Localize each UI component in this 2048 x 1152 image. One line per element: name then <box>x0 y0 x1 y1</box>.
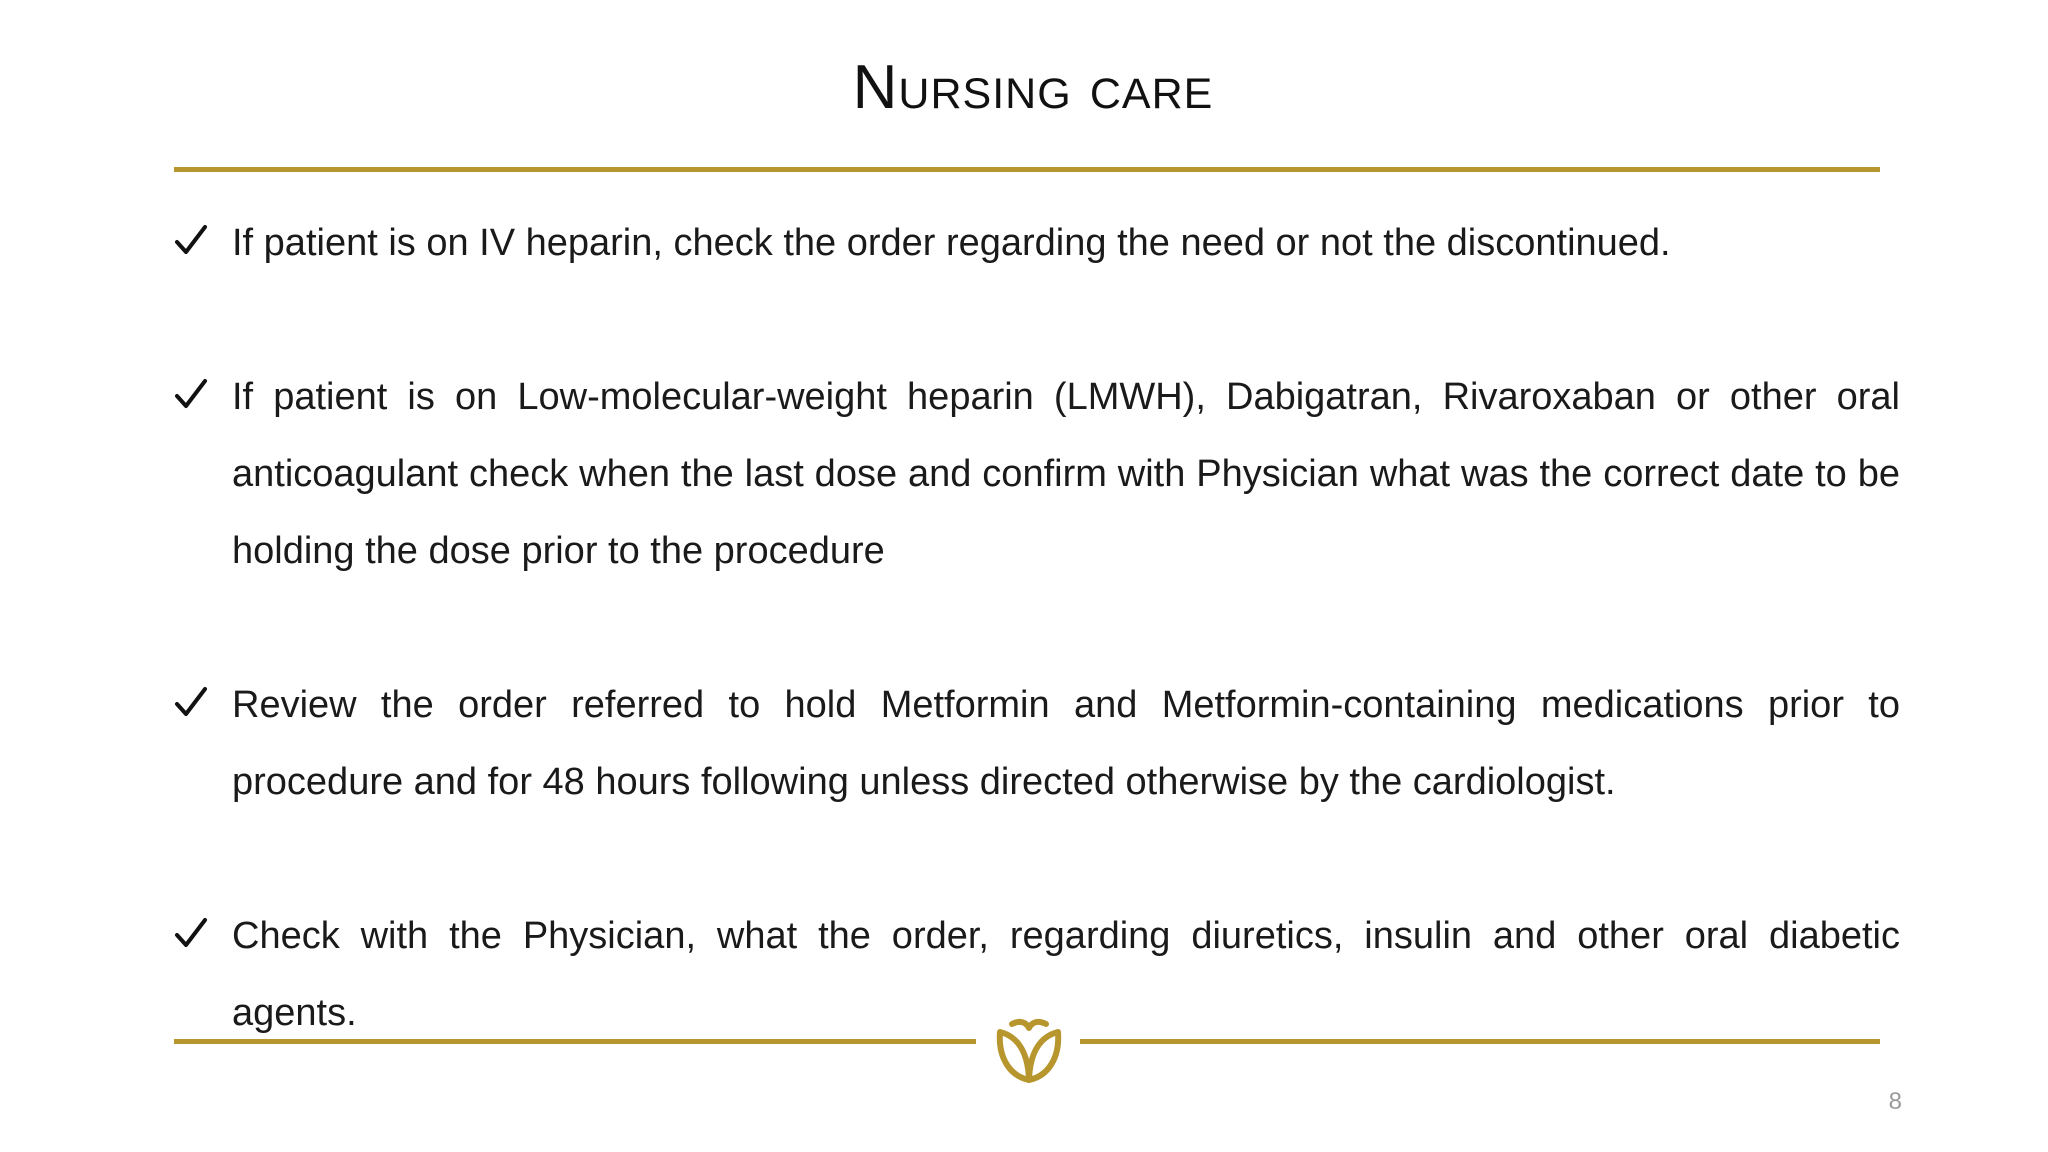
bullet-text: Review the order referred to hold Metformin and Metformin-containing medications prior to procedure and for 48 hours following unless directed otherwise by the cardiologist. <box>232 684 1900 803</box>
bullet-text: If patient is on Low-molecular-weight heparin (LMWH), Dabigatran, Rivaroxaban or other oral anticoagulant check when the last dose and confirm with Physician what was the correct date to be holding the dose prior to the procedure <box>232 376 1900 572</box>
bullet-item <box>174 359 1900 590</box>
check-icon <box>174 377 208 413</box>
check-icon <box>174 223 208 259</box>
bullet-item <box>174 205 1900 282</box>
footer-divider-left <box>174 1039 976 1044</box>
bullet-list <box>174 205 1900 1052</box>
check-icon <box>174 916 208 952</box>
check-icon <box>174 685 208 721</box>
title-divider <box>174 167 1880 172</box>
slide-title: Nursing care <box>852 53 1214 122</box>
footer-divider-right <box>1080 1039 1880 1044</box>
bullet-text: Check with the Physician, what the order, regarding diuretics, insulin and other oral diabetic agents. <box>232 915 1900 1034</box>
page-number: 8 <box>1888 1088 1902 1115</box>
bullet-item <box>174 667 1900 821</box>
bullet-text: If patient is on IV heparin, check the order regarding the need or not the discontinued. <box>232 222 1671 264</box>
leaf-logo-icon <box>990 1010 1068 1088</box>
